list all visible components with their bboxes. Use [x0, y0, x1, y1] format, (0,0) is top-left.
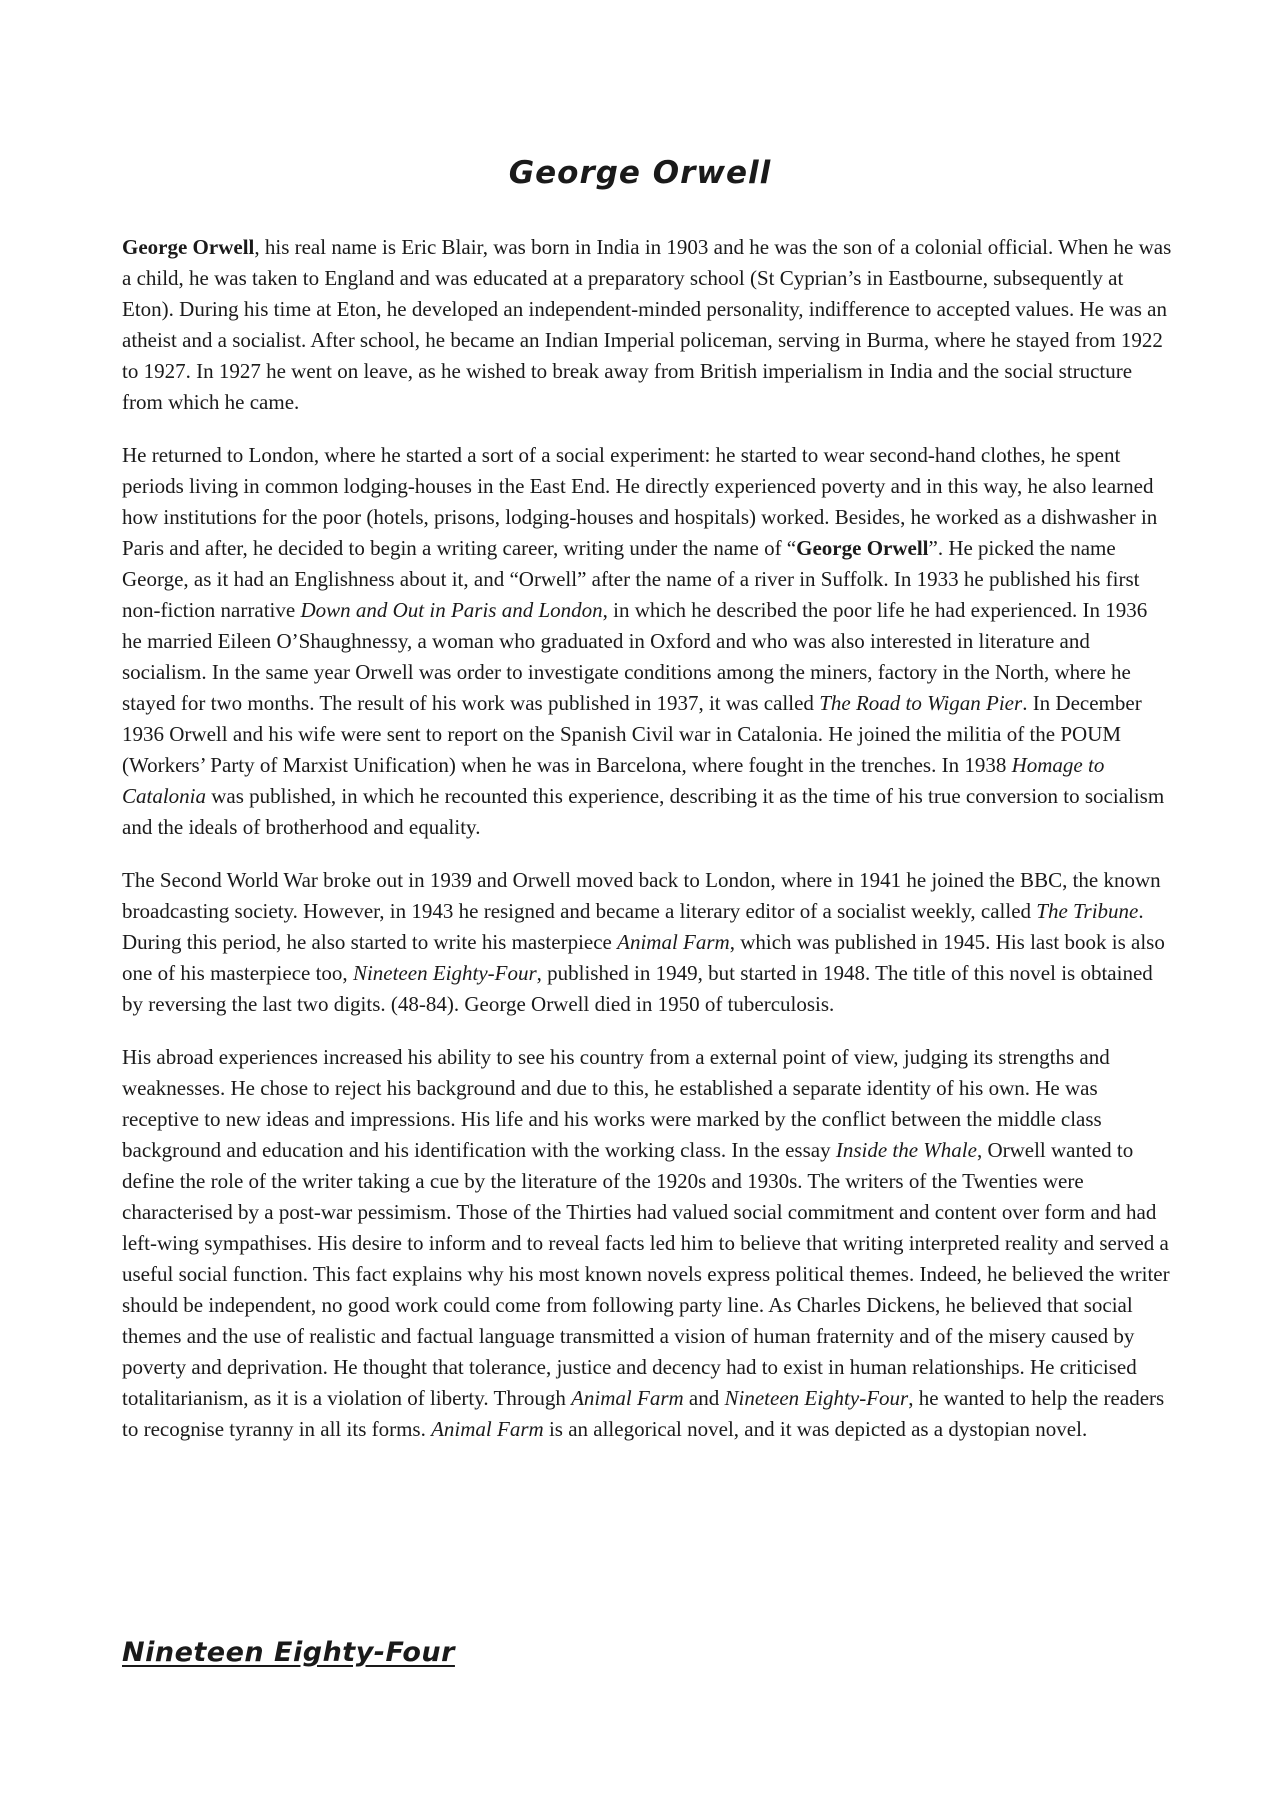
text-run: and [683, 1386, 725, 1410]
text-run: , published in 1949, but started in 1948. The title of this novel is obtained by reversing the last two digits. (48-84). George Orwell died in 1950 of tuberculosis. [122, 961, 1153, 1016]
book-title: Homage to Catalonia [122, 753, 1105, 808]
text-run: , his real name is Eric Blair, was born in India in 1903 and he was the son of a colonial official. When he was a child, he was taken to England and was educated at a preparatory school (St Cyprian’s in Eastbourne, subsequently at Eton). During his time at Eton, he developed an independent-minded personality, indifference to accepted values. He was an atheist and a socialist. After school, he became an Indian Imperial policeman, serving in Burma, where he stayed from 1922 to 1927. In 1927 he went on leave, as he wished to break away from British imperialism in India and the social structure from which he came. [122, 235, 1172, 414]
book-title: The Tribune [1036, 899, 1139, 923]
bold-text: George Orwell [796, 536, 929, 560]
text-run: , in which he described the poor life he had experienced. In 1936 he married Eileen O’Shaughnessy, a woman who graduated in Oxford and who was also interested in literature and socialism. In the same year Orwell was order to investigate conditions among the miners, factory in the North, where he stayed for two months. The result of his work was published in 1937, it was called [122, 598, 1148, 715]
page-title: George Orwell [508, 155, 772, 191]
text-run: . During this period, he also started to write his masterpiece [122, 899, 1144, 954]
paragraph-themes [122, 1042, 1172, 1445]
book-title: Inside the Whale [835, 1138, 977, 1162]
text-run: . In December 1936 Orwell and his wife were sent to report on the Spanish Civil war in Catalonia. He joined the militia of the POUM (Workers’ Party of Marxist Unification) when he was in Barcelona, where fought in the trenches. In 1938 [122, 691, 1142, 777]
paragraph-london-career [122, 440, 1172, 843]
text-run: was published, in which he recounted this experience, describing it as the time of his true conversion to socialism and the ideals of brotherhood and equality. [122, 784, 1165, 839]
book-title: Animal Farm [571, 1386, 684, 1410]
book-title: Nineteen Eighty-Four [724, 1386, 909, 1410]
book-title: Down and Out in Paris and London [300, 598, 603, 622]
book-title: Animal Farm [617, 930, 730, 954]
bold-text: George Orwell [122, 235, 255, 259]
book-title: The Road to Wigan Pier [819, 691, 1023, 715]
text-run: ”. He picked the name George, as it had an Englishness about it, and “Orwell” after the name of a river in Suffolk. In 1933 he published his first non-fiction narrative [122, 536, 1140, 622]
text-run: is an allegorical novel, and it was depicted as a dystopian novel. [543, 1417, 1088, 1441]
book-title: Animal Farm [431, 1417, 544, 1441]
document-body [122, 232, 1172, 1467]
text-run: , he wanted to help the readers to recognise tyranny in all its forms. [122, 1386, 1165, 1441]
paragraph-early-life [122, 232, 1172, 418]
text-run: He returned to London, where he started a sort of a social experiment: he started to wear second-hand clothes, he spent periods living in common lodging-houses in the East End. He directly experienced poverty and in this way, he also learned how institutions for the poor (hotels, prisons, lodging-houses and hospitals) worked. Besides, he worked as a dishwasher in Paris and after, he decided to begin a writing career, writing under the name of “ [122, 443, 1158, 560]
text-run: His abroad experiences increased his ability to see his country from a external point of view, judging its strengths and weaknesses. He chose to reject his background and due to this, he established a separate identity of his own. He was receptive to new ideas and impressions. His life and his works were marked by the conflict between the middle class background and education and his identification with the working class. In the essay [122, 1045, 1110, 1162]
section-heading: Nineteen Eighty-Four [122, 1637, 455, 1668]
text-run: The Second World War broke out in 1939 and Orwell moved back to London, where in 1941 he joined the BBC, the known broadcasting society. However, in 1943 he resigned and became a literary editor of a socialist weekly, called [122, 868, 1161, 923]
text-run: , Orwell wanted to define the role of the writer taking a cue by the literature of the 1920s and 1930s. The writers of the Twenties were characterised by a post-war pessimism. Those of the Thirties had valued social commitment and content over form and had left-wing sympathises. His desire to inform and to reveal facts led him to believe that writing interpreted reality and served a useful social function. This fact explains why his most known novels express political themes. Indeed, he believed the writer should be independent, no good work could come from following party line. As Charles Dickens, he believed that social themes and the use of realistic and factual language transmitted a vision of human fraternity and of the misery caused by poverty and deprivation. He thought that tolerance, justice and decency had to exist in human relationships. He criticised totalitarianism, as it is a violation of liberty. Through [122, 1138, 1170, 1410]
paragraph-war-years [122, 865, 1172, 1020]
book-title: Nineteen Eighty-Four [352, 961, 537, 985]
text-run: , which was published in 1945. His last book is also one of his masterpiece too, [122, 930, 1165, 985]
